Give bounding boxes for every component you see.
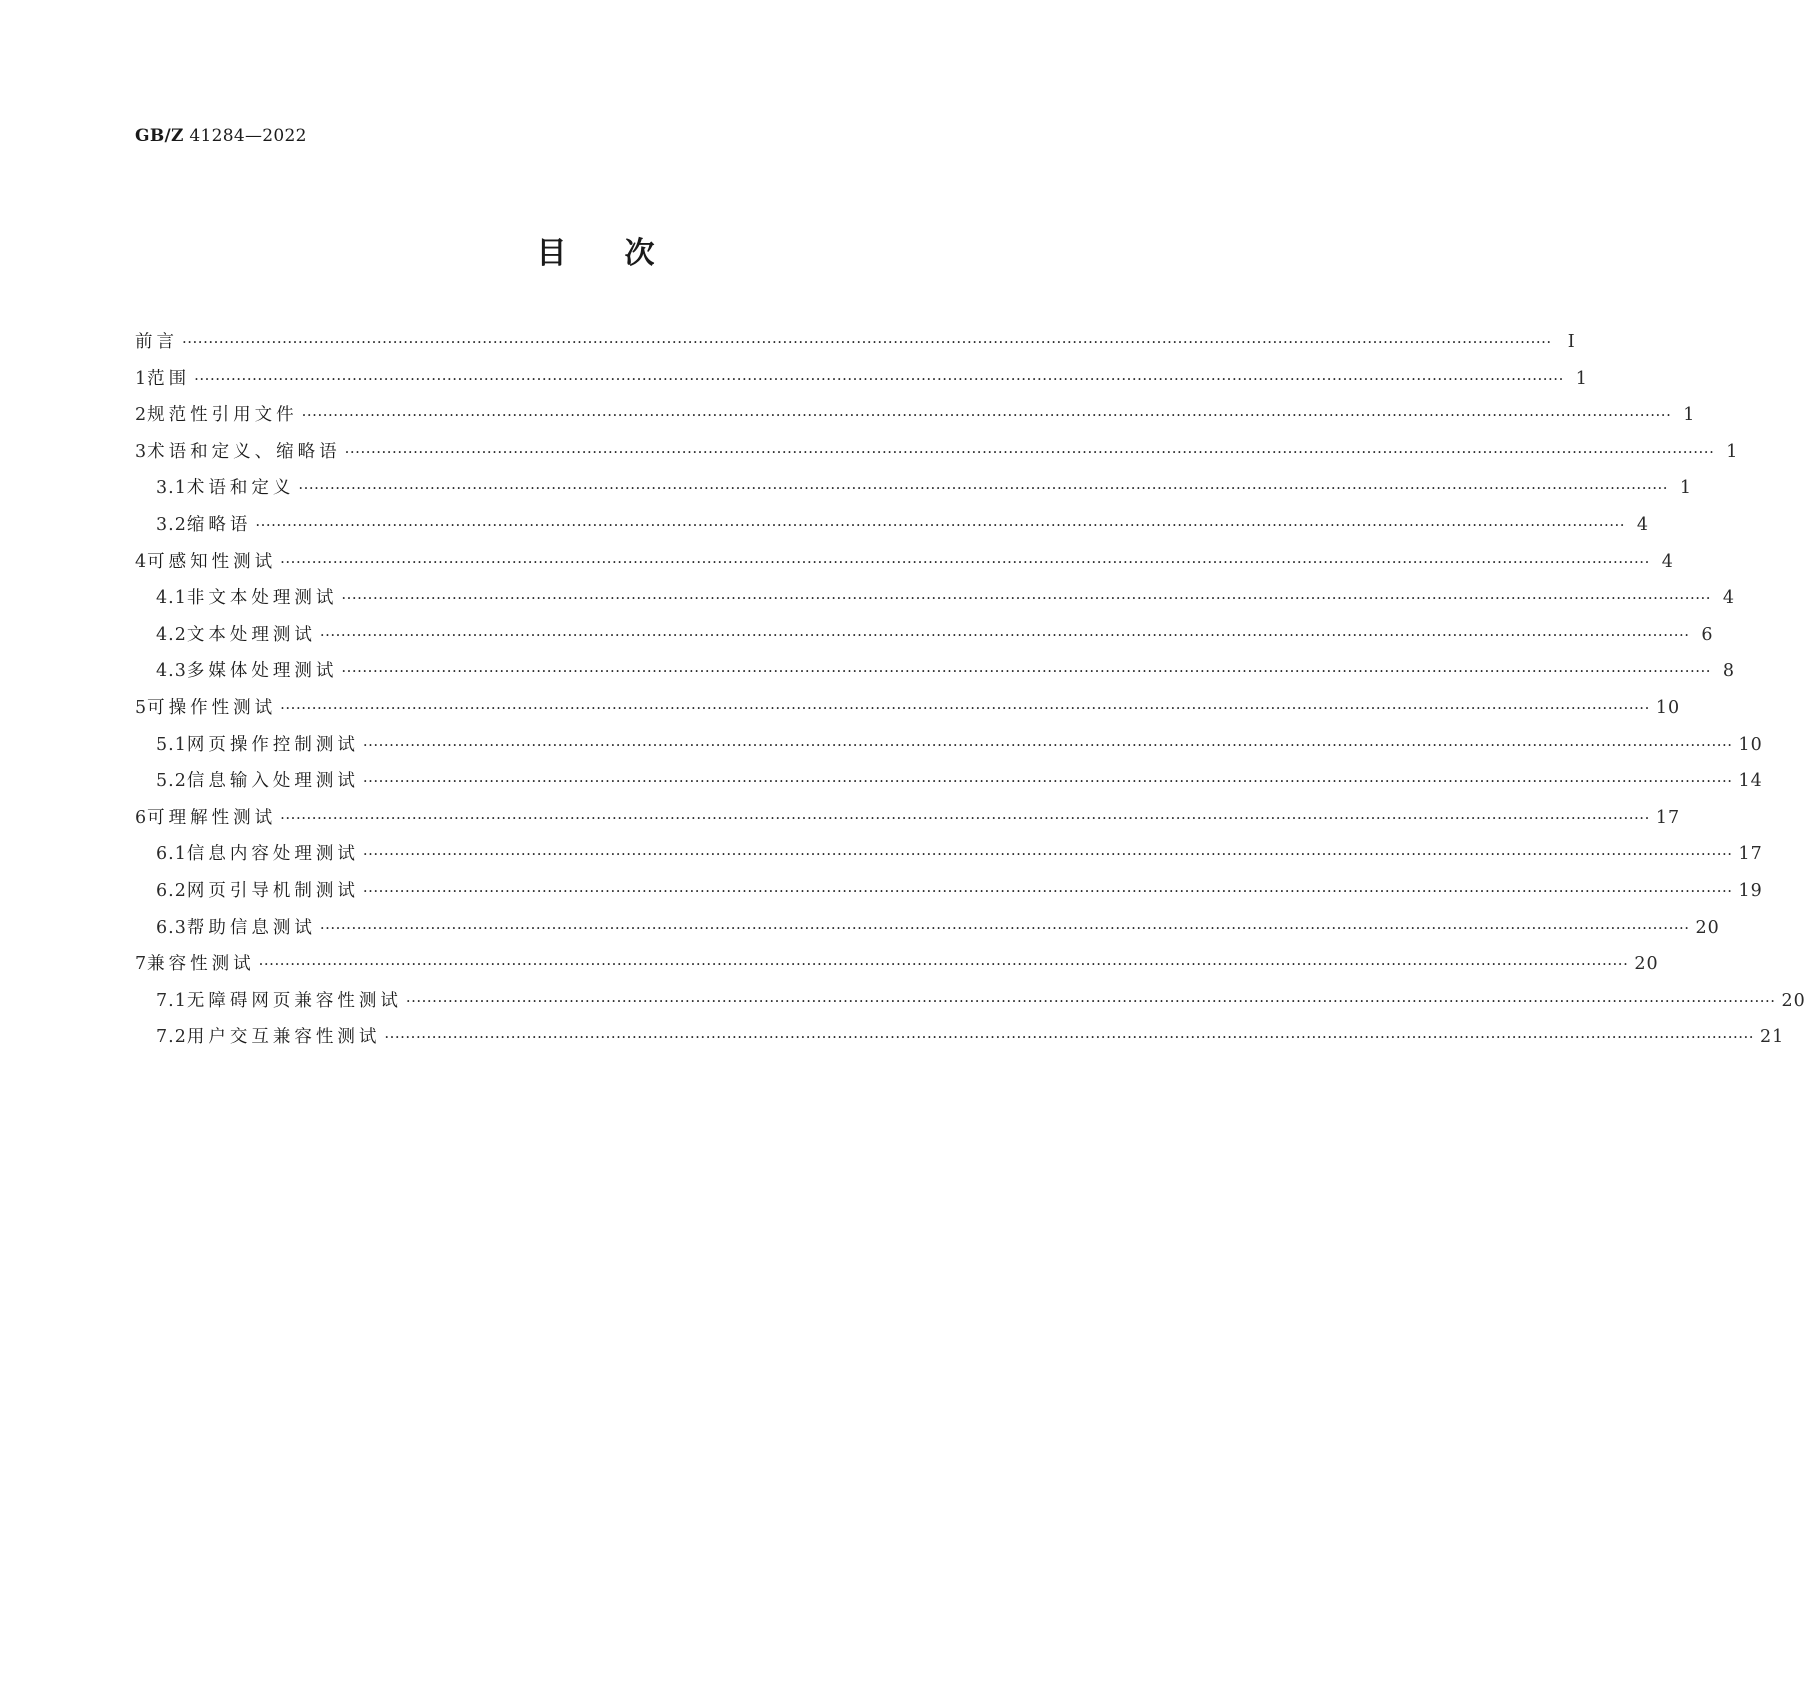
toc-entry[interactable] [135, 946, 1659, 983]
toc-entry-page-number: 1 [1726, 441, 1739, 462]
toc-dot-leader: ···································································································································································································································································· [405, 991, 1776, 1010]
toc-entry-number: 1 [135, 368, 148, 389]
toc-dot-leader: ···································································································································································································································································· [280, 698, 1650, 717]
toc-dot-leader: ···································································································································································································································································· [341, 662, 1712, 681]
table-of-contents [135, 324, 1806, 1056]
toc-entry-label: 用户交互兼容性测试 [186, 1027, 381, 1048]
toc-entry-number: 6 [135, 807, 148, 828]
toc-subentry[interactable] [135, 1019, 1785, 1056]
toc-entry-number: 3.2 [156, 514, 187, 535]
toc-entry-number: 3 [135, 441, 148, 462]
toc-entry-page-number: 8 [1722, 661, 1736, 682]
toc-entry-number: 6.1 [156, 844, 187, 865]
toc-entry-page-number: 17 [1655, 807, 1681, 828]
toc-dot-leader: ···································································································································································································································································· [258, 955, 1629, 974]
toc-entry-number: 5.1 [156, 734, 187, 755]
toc-entry-page-number: 10 [1655, 697, 1681, 718]
toc-dot-leader: ···································································································································································································································································· [298, 479, 1669, 498]
toc-dot-leader: ···································································································································································································································································· [255, 515, 1626, 534]
toc-entry-page-number: 17 [1738, 844, 1763, 865]
document-code-prefix: GB/Z [135, 126, 184, 146]
toc-entry-page-number: 20 [1695, 917, 1720, 938]
toc-subentry[interactable] [135, 580, 1736, 617]
toc-entry-label: 范围 [147, 368, 191, 389]
toc-dot-leader: ···································································································································································································································································· [194, 369, 1564, 388]
toc-entry-page-number: 19 [1738, 880, 1763, 901]
toc-dot-leader: ···································································································································································································································································· [344, 442, 1715, 461]
toc-entry-number: 7 [135, 954, 148, 975]
toc-entry-page-number: 1 [1679, 478, 1693, 499]
toc-entry-number: 6.3 [156, 917, 187, 938]
toc-dot-leader: ···································································································································································································································································· [362, 881, 1733, 900]
toc-dot-leader: ···································································································································································································································································· [319, 625, 1690, 644]
toc-subentry[interactable] [135, 763, 1763, 800]
toc-entry-label: 网页操作控制测试 [186, 734, 359, 755]
toc-dot-leader: ···································································································································································································································································· [319, 918, 1690, 937]
toc-entry-number: 4.2 [156, 624, 187, 645]
toc-entry-label: 信息输入处理测试 [186, 771, 359, 792]
toc-entry-label: 可理解性测试 [147, 807, 277, 828]
toc-entry-page-number: 4 [1661, 551, 1674, 572]
toc-entry-page-number: 21 [1760, 1027, 1785, 1048]
toc-entry-number: 3.1 [156, 478, 187, 499]
toc-entry-page-number: 1 [1575, 368, 1588, 389]
toc-entry-page-number: 10 [1738, 734, 1763, 755]
toc-entry-label: 非文本处理测试 [186, 588, 338, 609]
toc-entry-label: 可感知性测试 [147, 551, 277, 572]
toc-entry-label: 网页引导机制测试 [186, 880, 359, 901]
toc-subentry[interactable] [135, 470, 1693, 507]
toc-entry-number: 2 [135, 405, 148, 426]
document-code [135, 126, 307, 146]
toc-subentry[interactable] [135, 653, 1736, 690]
toc-subentry[interactable] [135, 727, 1763, 764]
toc-entry-label: 术语和定义、缩略语 [147, 441, 341, 462]
toc-dot-leader: ···································································································································································································································································· [384, 1028, 1755, 1047]
toc-subentry[interactable] [135, 507, 1650, 544]
toc-entry-label: 缩略语 [186, 514, 252, 535]
toc-entry[interactable] [135, 690, 1681, 727]
toc-dot-leader: ···································································································································································································································································· [280, 808, 1650, 827]
toc-entry-label: 规范性引用文件 [147, 405, 298, 426]
toc-entry-page-number: 4 [1636, 514, 1650, 535]
toc-entry-number: 4.1 [156, 588, 187, 609]
toc-dot-leader: ···································································································································································································································································· [280, 552, 1650, 571]
toc-entry[interactable] [135, 324, 1576, 361]
toc-entry-page-number: 1 [1683, 405, 1696, 426]
toc-entry-page-number: 20 [1634, 954, 1659, 975]
toc-entry-label: 术语和定义 [186, 478, 295, 499]
toc-entry[interactable] [135, 800, 1681, 837]
toc-entry-page-number: 4 [1722, 588, 1736, 609]
toc-entry-label: 信息内容处理测试 [186, 844, 359, 865]
toc-entry-page-number: 20 [1781, 990, 1806, 1011]
toc-dot-leader: ···································································································································································································································································· [362, 845, 1733, 864]
toc-entry-page-number: 14 [1738, 771, 1763, 792]
page-title: 目次 [536, 236, 713, 271]
toc-dot-leader: ···································································································································································································································································· [341, 589, 1712, 608]
toc-entry-page-number: 6 [1701, 624, 1714, 645]
toc-subentry[interactable] [135, 983, 1806, 1020]
toc-entry-label: 前言 [135, 332, 178, 352]
toc-entry[interactable] [135, 544, 1674, 581]
toc-subentry[interactable] [135, 910, 1720, 947]
toc-entry-page-number: Ⅰ [1567, 332, 1576, 352]
toc-entry-number: 6.2 [156, 880, 187, 901]
toc-entry-label: 无障碍网页兼容性测试 [186, 990, 402, 1011]
document-code-number: 41284—2022 [183, 126, 307, 146]
toc-entry-label: 可操作性测试 [147, 697, 277, 718]
toc-entry-label: 文本处理测试 [186, 624, 316, 645]
toc-dot-leader: ···································································································································································································································································· [362, 735, 1733, 754]
toc-subentry[interactable] [135, 617, 1714, 654]
toc-entry-number: 7.1 [156, 990, 187, 1011]
toc-dot-leader: ···································································································································································································································································· [301, 406, 1672, 425]
toc-subentry[interactable] [135, 836, 1763, 873]
toc-entry-number: 5.2 [156, 771, 187, 792]
toc-entry[interactable] [135, 397, 1696, 434]
toc-entry-label: 兼容性测试 [147, 954, 255, 975]
toc-dot-leader: ···································································································································································································································································· [362, 772, 1733, 791]
toc-entry-number: 5 [135, 697, 148, 718]
toc-entry[interactable] [135, 434, 1739, 471]
toc-entry-label: 帮助信息测试 [186, 917, 316, 938]
toc-entry-number: 4 [135, 551, 148, 572]
toc-entry[interactable] [135, 361, 1588, 398]
toc-subentry[interactable] [135, 873, 1763, 910]
toc-entry-number: 7.2 [156, 1027, 187, 1048]
toc-entry-label: 多媒体处理测试 [186, 661, 338, 682]
toc-dot-leader: ···································································································································································································································································· [182, 333, 1552, 351]
toc-entry-number: 4.3 [156, 661, 187, 682]
